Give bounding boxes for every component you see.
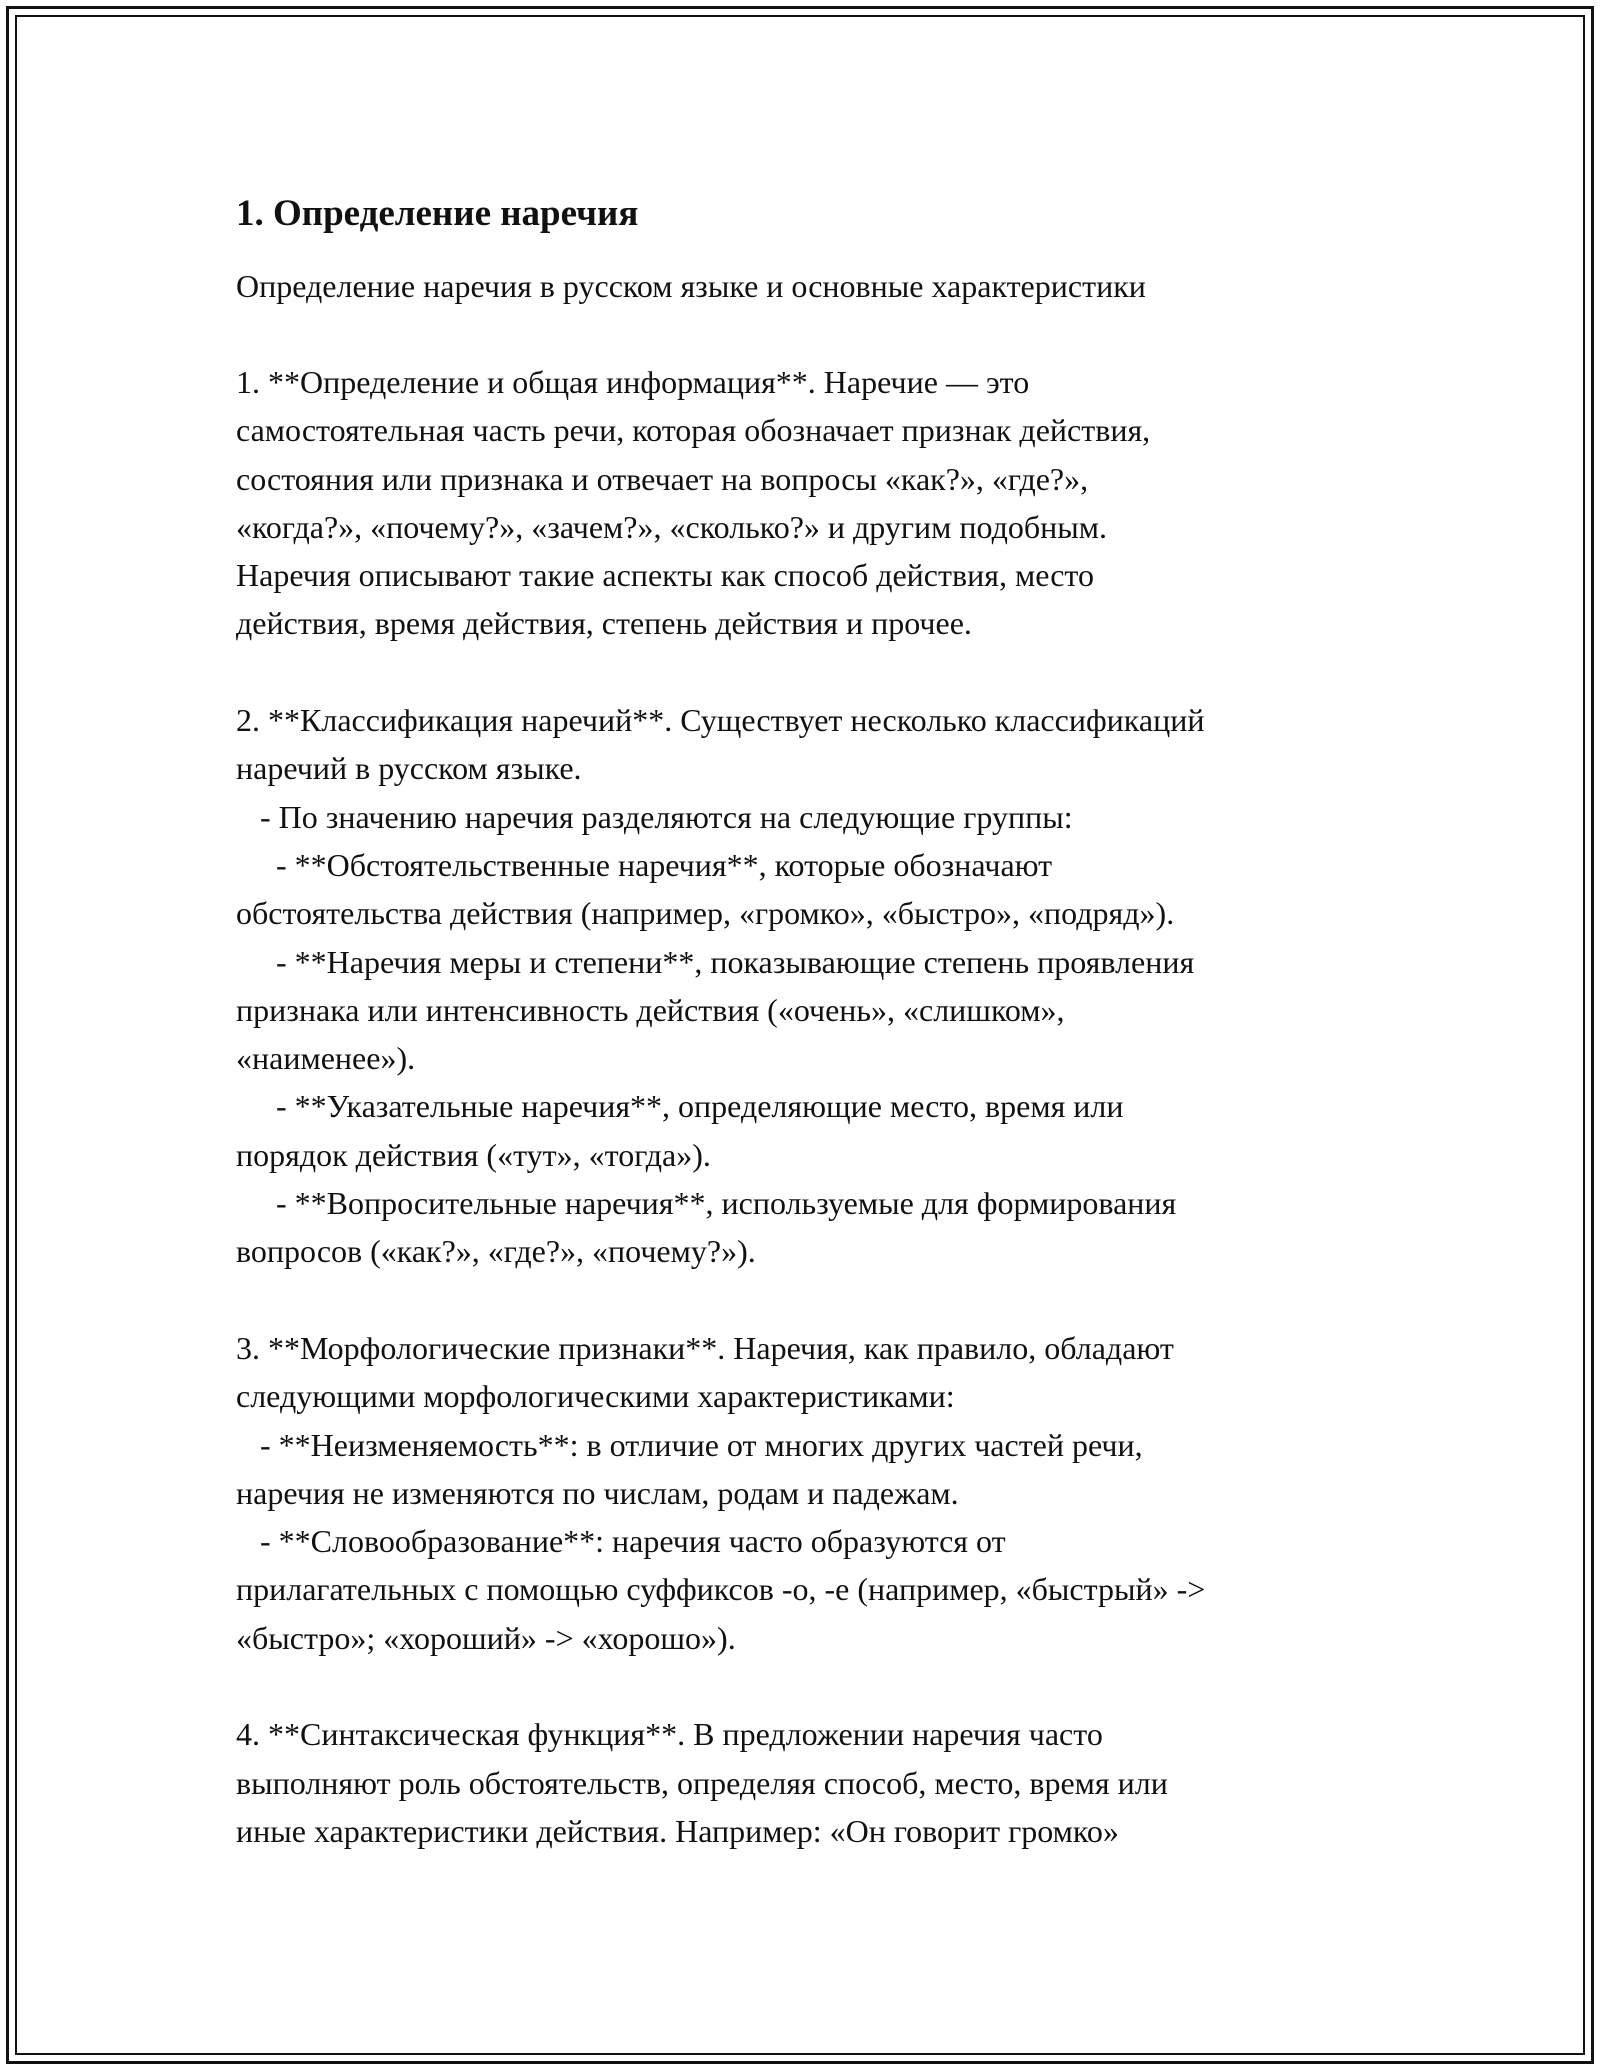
- document-subtitle: Определение наречия в русском языке и основные характеристики: [236, 268, 1146, 304]
- section-heading: 1. Определение наречия: [236, 193, 639, 234]
- document-body-text: 1. **Определение и общая информация**. Наречие — это самостоятельная часть речи, которая обозначает признак действия, состояния или признака и отвечает на вопросы «как?», «где?», «когда?», «почему?», «зачем?», «сколько?» и другим подобным. Наречия описывают такие аспекты как способ действия, место действия, время действия, степень действия и прочее. 2. **Классификация наречий**. Существует несколько классификаций наречий в русском языке. - По значению наречия разделяются на следующие группы: - **Обстоятельственные наречия**, которые обозначают обстоятельства действия (например, «громко», «быстро», «подряд»). - **Наречия меры и степени**, показывающие степень проявления признака или интенсивность действия («очень», «слишком», «наименее»). - **Указательные наречия**, определяющие место, время или порядок действия («тут», «тогда»). - **Вопросительные наречия**, используемые для формирования вопросов («как?», «где?», «почему?»). 3. **Морфологические признаки**. Наречия, как правило, обладают следующими морфологическими характеристиками: - **Неизменяемость**: в отличие от многих других частей речи, наречия не изменяются по числам, родам и падежам. - **Словообразование**: наречия часто образуются от прилагательных с помощью суффиксов -о, -е (например, «быстрый» -> «быстро»; «хороший» -> «хорошо»). 4. **Синтаксическая функция**. В предложении наречия часто выполняют роль обстоятельств, определяя способ, место, время или иные характеристики действия. Например: «Он говорит громко»: [236, 364, 1206, 1849]
- document-page: [236, 186, 1366, 1855]
